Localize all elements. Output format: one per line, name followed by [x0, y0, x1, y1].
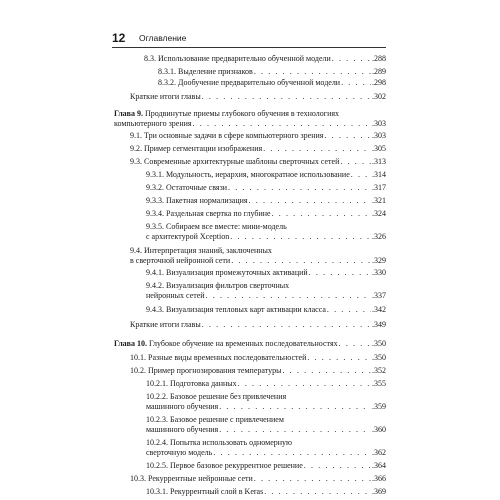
toc-entry-line: [130, 256, 386, 266]
toc-page-number: .350: [372, 339, 386, 348]
dot-leader: [219, 402, 371, 412]
toc-entry-line: [146, 281, 386, 291]
dot-leader: [339, 339, 371, 349]
dot-leader: [230, 232, 371, 242]
toc-entry: [146, 268, 386, 278]
dot-leader: [238, 379, 371, 389]
toc-entry-title: Глубокое обучение на временных последовательностях: [149, 339, 338, 348]
toc-page-number: .330: [372, 268, 386, 277]
toc-entry-title: машинного обучения: [146, 425, 219, 434]
toc-entry-title: 10.1. Разные виды временных последовательностей: [130, 353, 307, 362]
toc-entry: [158, 78, 386, 88]
toc-entry: [146, 222, 386, 242]
toc-entry-title: Краткие итоги главы: [130, 92, 201, 101]
toc-page-number: .362: [372, 448, 386, 457]
toc-entry-title: Краткие итоги главы: [130, 320, 201, 329]
toc-page-number: .305: [372, 144, 386, 153]
toc-page-number: .329: [372, 256, 386, 265]
toc-entry-title: 9.3.4. Раздельная свертка по глубине: [146, 209, 271, 218]
toc-page-number: .303: [372, 131, 386, 140]
toc-page-number: .298: [372, 78, 386, 87]
chapter-label: Глава 10.: [114, 339, 147, 348]
chapter-label: Глава 9.: [114, 109, 143, 118]
toc-entry-title: 9.3.5. Собираем все вместе: мини-модель: [146, 222, 287, 231]
dot-leader: [202, 92, 371, 102]
toc-entry-title: 8.3. Использование предварительно обученной модели: [144, 54, 331, 63]
toc-entry: [146, 183, 386, 193]
toc-entry-title: 9.4.2. Визуализация фильтров сверточных: [146, 281, 290, 290]
running-head-title: Оглавление: [139, 33, 187, 43]
toc-entry: [114, 339, 386, 349]
toc-page-number: .326: [372, 232, 386, 241]
toc-entry-line: [130, 320, 386, 330]
toc-entry-line: [146, 268, 386, 278]
toc-page-number: .360: [372, 425, 386, 434]
toc-entry-line: [130, 157, 386, 167]
toc-entry-line: [146, 415, 386, 425]
dot-leader: [231, 256, 371, 266]
toc-page-number: .289: [372, 67, 386, 76]
toc-entry: [146, 438, 386, 458]
toc-entry-title: 10.2.5. Первое базовое рекуррентное решение: [146, 461, 303, 470]
toc-page-number: .324: [372, 209, 386, 218]
toc-entry-line: [146, 222, 386, 232]
toc-entry: [130, 366, 386, 376]
toc-entry-title: нейронных сетей: [146, 291, 205, 300]
toc-entry: [158, 67, 386, 77]
toc-entry-line: [114, 339, 386, 349]
dot-leader: [219, 425, 371, 435]
toc-entry-line: [146, 425, 386, 435]
toc-entry-line: [144, 54, 386, 64]
toc-entry-line: [146, 379, 386, 389]
toc-entry-title: 9.2. Пример сегментации изображения: [130, 144, 263, 153]
toc-entry: [146, 196, 386, 206]
toc-entry: [146, 379, 386, 389]
toc-entry-title: 10.2.4. Попытка использовать одномерную: [146, 438, 293, 447]
dot-leader: [282, 366, 371, 376]
dot-leader: [341, 78, 371, 88]
dot-leader: [193, 119, 371, 129]
toc-page-number: .369: [372, 487, 386, 496]
dot-leader: [213, 448, 371, 458]
toc-entry-title: 10.2.3. Базовое решение с привлечением: [146, 415, 284, 424]
toc-entry-line: [146, 305, 386, 315]
toc-entry: [146, 461, 386, 471]
toc-entry-line: [146, 402, 386, 412]
toc-page-number: .342: [372, 305, 386, 314]
toc-page-number: .302: [372, 92, 386, 101]
dot-leader: [340, 157, 371, 167]
toc-entry: [130, 157, 386, 167]
toc-entry-title: 10.3. Рекуррентные нейронные сети: [130, 474, 253, 483]
toc-page-number: .337: [372, 291, 386, 300]
toc-entry-line: [158, 67, 386, 77]
dot-leader: [202, 320, 371, 330]
toc-entry-title: Продвинутые приемы глубокого обучения в технологиях: [145, 109, 340, 118]
toc-entry-line: [146, 291, 386, 301]
toc-entry-line: [146, 438, 386, 448]
toc-entry-title: 9.3.2. Остаточные связи: [146, 183, 228, 192]
toc-entry-line: [130, 144, 386, 154]
toc-entry-line: [158, 78, 386, 88]
page-number: 12: [112, 31, 126, 45]
toc-entry-title: 9.4.3. Визуализация тепловых карт активации класса: [146, 305, 326, 314]
toc-entry-title: 8.3.2. Дообучение предварительно обученной модели: [158, 78, 341, 87]
toc-entry-line: [130, 474, 386, 484]
dot-leader: [332, 54, 371, 64]
toc-entry-line: [146, 170, 386, 180]
toc-entry-line: [146, 461, 386, 471]
toc-entry: [146, 170, 386, 180]
toc-page-number: .349: [372, 320, 386, 329]
toc-entry-line: [146, 209, 386, 219]
toc-entry: [146, 415, 386, 435]
toc-entry-title: 9.3.1. Модульность, иерархия, многократное использование: [146, 170, 350, 179]
toc-entry: [144, 54, 386, 64]
toc-entry: [146, 305, 386, 315]
toc-entry: [130, 131, 386, 141]
toc-entry-title: 10.2.2. Базовое решение без привлечения: [146, 392, 287, 401]
toc-entry-title: машинного обучения: [146, 402, 219, 411]
dot-leader: [263, 144, 371, 154]
toc-entry-line: [146, 232, 386, 242]
toc-entry: [146, 392, 386, 412]
toc-entry-line: [114, 109, 386, 119]
toc-entry-title: 9.3. Современные архитектурные шаблоны сверточных сетей: [130, 157, 340, 166]
toc-entry-line: [146, 487, 386, 497]
dot-leader: [264, 487, 371, 497]
toc-entry-title: с архитектурой Xception: [146, 232, 230, 241]
toc-page-number: .366: [372, 474, 386, 483]
toc-entry: [130, 474, 386, 484]
dot-leader: [304, 461, 371, 471]
dot-leader: [309, 268, 371, 278]
toc-entry-title: в сверточной нейронной сети: [130, 256, 231, 265]
toc-page-number: .350: [372, 353, 386, 362]
toc-page-number: .313: [372, 157, 386, 166]
toc-page-number: .352: [372, 366, 386, 375]
toc-entry-line: [146, 196, 386, 206]
toc-entry-title: 9.3.3. Пакетная нормализация: [146, 196, 248, 205]
toc-page-number: .314: [372, 170, 386, 179]
toc-entry: [146, 281, 386, 301]
dot-leader: [307, 353, 371, 363]
toc-entry-title: 10.2. Пример прогнозирования температуры: [130, 366, 282, 375]
toc-entry-line: [114, 119, 386, 129]
dot-leader: [272, 209, 371, 219]
dot-leader: [327, 305, 371, 315]
toc-entry-line: [146, 448, 386, 458]
toc-entry: [130, 246, 386, 266]
toc-entry-line: [130, 246, 386, 256]
dot-leader: [249, 196, 371, 206]
toc-page-number: .364: [372, 461, 386, 470]
toc-entry: [130, 144, 386, 154]
toc-entry-title: 9.4. Интерпретация знаний, заключенных: [130, 246, 272, 255]
toc-entry: [130, 92, 386, 102]
toc-entry-line: [130, 92, 386, 102]
toc-entry-title: 10.2.1. Подготовка данных: [146, 379, 237, 388]
toc-entry: [146, 209, 386, 219]
dot-leader: [324, 131, 371, 141]
toc-page-number: .355: [372, 379, 386, 388]
dot-leader: [351, 170, 371, 180]
toc-entry-title: 9.4.1. Визуализация промежуточных активаций: [146, 268, 308, 277]
toc-entry: [114, 109, 386, 129]
toc-page-number: .288: [372, 54, 386, 63]
toc-entry: [130, 353, 386, 363]
toc-entry: [146, 487, 386, 497]
toc-page-number: .321: [372, 196, 386, 205]
toc-page-number: .303: [372, 119, 386, 128]
toc-entry-line: [130, 366, 386, 376]
dot-leader: [254, 474, 371, 484]
toc-entry-title: компьютерного зрения: [114, 119, 192, 128]
toc-page-number: .359: [372, 402, 386, 411]
toc-page-number: .317: [372, 183, 386, 192]
toc-entry-title: 10.3.1. Рекуррентный слой в Keras: [146, 487, 264, 496]
toc-entry-line: [146, 183, 386, 193]
toc-entry-line: [146, 392, 386, 402]
dot-leader: [254, 67, 371, 77]
dot-leader: [206, 291, 371, 301]
toc-entry: [130, 320, 386, 330]
toc-entry-line: [130, 353, 386, 363]
dot-leader: [228, 183, 371, 193]
toc-entry-title: сверточную модель: [146, 448, 213, 457]
toc-entry-title: 9.1. Три основные задачи в сфере компьютерного зрения: [130, 131, 324, 140]
toc-entry-title: 8.3.1. Выделение признаков: [158, 67, 253, 76]
toc-entry-line: [130, 131, 386, 141]
